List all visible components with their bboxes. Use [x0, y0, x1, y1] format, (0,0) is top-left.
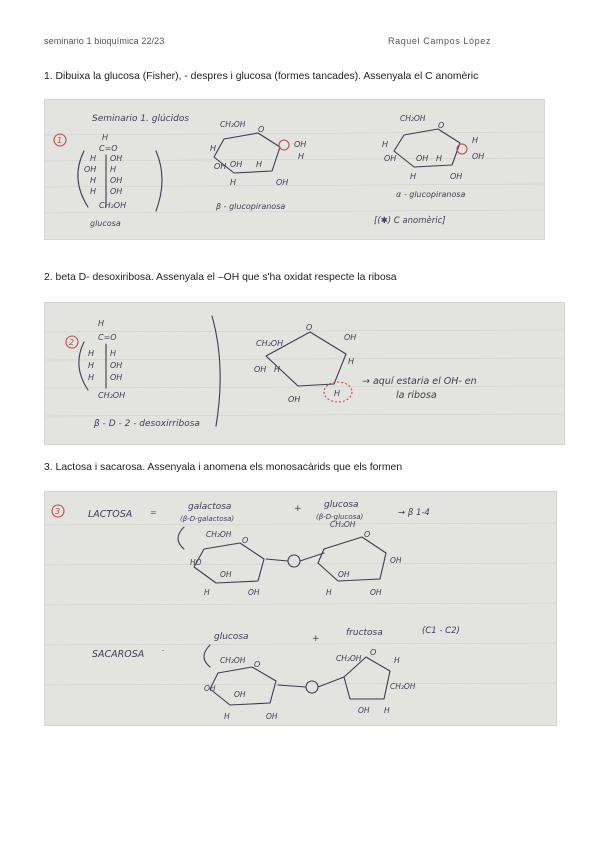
handwritten-photo-deoxyribose: [44, 302, 565, 445]
svg-text:OH: OH: [338, 570, 350, 579]
svg-text:1: 1: [57, 136, 63, 145]
glucose-sketch: [44, 99, 545, 240]
svg-text:O: O: [370, 648, 377, 657]
fischer-projection: [78, 133, 162, 228]
svg-text:H: H: [90, 187, 97, 196]
svg-text:H: H: [90, 154, 97, 163]
svg-text:CH₂OH: CH₂OH: [206, 530, 232, 539]
handwritten-photo-disaccharides: [44, 491, 557, 726]
svg-text:H: H: [110, 349, 117, 358]
svg-text:H: H: [472, 136, 479, 145]
lactose-link: → β 1-4: [398, 508, 430, 518]
svg-text:CH₂OH: CH₂OH: [99, 201, 127, 210]
question-1: 1. Dibuixa la glucosa (Fisher), - despres i glucosa (formes tancades). Assenyala el C anomèric: [44, 71, 479, 82]
svg-text:OH: OH: [234, 690, 246, 699]
svg-text:+: +: [312, 634, 320, 644]
svg-text:H: H: [88, 349, 95, 358]
svg-text:H: H: [230, 178, 237, 187]
svg-text:H: H: [326, 588, 332, 597]
svg-text:OH: OH: [248, 588, 260, 597]
svg-text:OH: OH: [294, 140, 307, 149]
lactose-glucose: glucosa: [324, 500, 359, 510]
sucrose-glucose: glucosa: [214, 632, 249, 642]
deoxyribose-name: β - D - 2 - desoxirribosa: [94, 419, 200, 429]
sucrose-label: SACAROSA: [92, 649, 145, 660]
handwritten-photo-glucose: [44, 99, 545, 240]
svg-text:H: H: [410, 172, 417, 181]
lactose-structure: [178, 520, 402, 597]
svg-text:OH: OH: [390, 556, 402, 565]
svg-text:O: O: [242, 536, 249, 545]
svg-text:C=O: C=O: [99, 144, 118, 153]
svg-text:OH: OH: [254, 365, 267, 374]
alpha-glucopyranose-ring: [374, 114, 484, 226]
header-author: Raquel Campos López: [388, 36, 491, 46]
svg-text:CH₂OH: CH₂OH: [330, 520, 356, 529]
svg-text:H: H: [394, 656, 400, 665]
svg-text:H: H: [334, 389, 341, 398]
svg-text:OH: OH: [214, 162, 227, 171]
svg-text:H: H: [382, 140, 389, 149]
svg-text:2: 2: [69, 338, 75, 347]
svg-text:CH₂OH: CH₂OH: [220, 120, 246, 129]
svg-text:OH: OH: [204, 684, 216, 693]
svg-text:H: H: [204, 588, 210, 597]
svg-text:H: H: [110, 165, 117, 174]
fischer-name: glucosa: [90, 219, 121, 228]
svg-text:OH: OH: [288, 395, 301, 404]
question-2: 2. beta D- desoxiribosa. Assenyala el –OH que s'ha oxidat respecte la ribosa: [44, 272, 397, 283]
svg-text:C=O: C=O: [98, 333, 117, 342]
svg-text:OH: OH: [384, 154, 397, 163]
svg-text:O: O: [258, 125, 265, 134]
svg-text:OH: OH: [110, 154, 123, 163]
svg-text:H: H: [298, 152, 305, 161]
svg-text:H: H: [88, 373, 95, 382]
svg-text:CH₂OH: CH₂OH: [256, 339, 284, 348]
disaccharides-sketch: [44, 491, 557, 726]
header-course: seminario 1 bioquímica 22/23: [44, 36, 165, 46]
lactose-galactose-sub: (β-D-galactosa): [180, 515, 235, 523]
svg-text:H: H: [90, 176, 97, 185]
svg-text:H: H: [210, 144, 217, 153]
svg-text:OH: OH: [266, 712, 278, 721]
deoxyribose-fischer: [79, 316, 220, 429]
svg-text:OH: OH: [416, 154, 429, 163]
svg-text:.: .: [162, 644, 165, 653]
sucrose-structure: [204, 645, 416, 721]
svg-text:OH: OH: [230, 160, 243, 169]
lactose-glucose-sub: (β-D-glucosa): [316, 513, 364, 521]
svg-text:OH: OH: [110, 361, 123, 370]
svg-text:OH: OH: [450, 172, 463, 181]
lactose-galactose: galactosa: [188, 502, 232, 512]
svg-text:CH₂OH: CH₂OH: [220, 656, 246, 665]
svg-text:H: H: [436, 154, 443, 163]
svg-text:OH: OH: [220, 570, 232, 579]
alpha-label: α - glucopiranosa: [396, 190, 466, 199]
svg-text:OH: OH: [358, 706, 370, 715]
svg-text:+: +: [294, 504, 302, 514]
svg-text:3: 3: [55, 507, 61, 516]
svg-text:OH: OH: [84, 165, 97, 174]
sucrose-link: (C1 - C2): [422, 626, 460, 636]
svg-text:CH₂OH: CH₂OH: [390, 682, 416, 691]
deoxyribose-ring: [254, 323, 477, 404]
anomeric-note: [(✱) C anomèric]: [374, 216, 446, 226]
deoxyribose-sketch: [44, 302, 565, 445]
svg-text:CH₂OH: CH₂OH: [98, 391, 126, 400]
ribose-note-line2: la ribosa: [396, 390, 437, 401]
svg-text:CH₂OH: CH₂OH: [336, 654, 362, 663]
svg-text:H: H: [384, 706, 390, 715]
svg-text:HO: HO: [190, 558, 202, 567]
svg-text:O: O: [364, 530, 371, 539]
svg-text:H: H: [102, 133, 109, 142]
svg-text:OH: OH: [110, 373, 123, 382]
svg-text:H: H: [348, 357, 355, 366]
svg-text:OH: OH: [110, 176, 123, 185]
svg-text:CH₂OH: CH₂OH: [400, 114, 426, 123]
svg-text:OH: OH: [110, 187, 123, 196]
photo1-title: Seminario 1. glúcidos: [92, 114, 190, 124]
svg-text:H: H: [256, 160, 263, 169]
svg-text:OH: OH: [344, 333, 357, 342]
sucrose-fructose: fructosa: [346, 628, 383, 638]
svg-text:O: O: [254, 660, 261, 669]
svg-text:H: H: [88, 361, 95, 370]
svg-text:H: H: [98, 319, 105, 328]
svg-text:H: H: [274, 365, 281, 374]
svg-text:O: O: [438, 121, 445, 130]
svg-text:=: =: [150, 508, 157, 517]
svg-text:H: H: [224, 712, 230, 721]
ribose-note-line1: → aquí estaria el OH- en: [362, 376, 477, 387]
lactose-label: LACTOSA: [88, 509, 133, 520]
svg-text:O: O: [306, 323, 313, 332]
svg-text:OH: OH: [276, 178, 289, 187]
svg-text:OH: OH: [370, 588, 382, 597]
beta-label: β - glucopiranosa: [216, 202, 286, 211]
svg-text:OH: OH: [472, 152, 485, 161]
question-3: 3. Lactosa i sacarosa. Assenyala i anomena els monosacàrids que els formen: [44, 462, 403, 473]
